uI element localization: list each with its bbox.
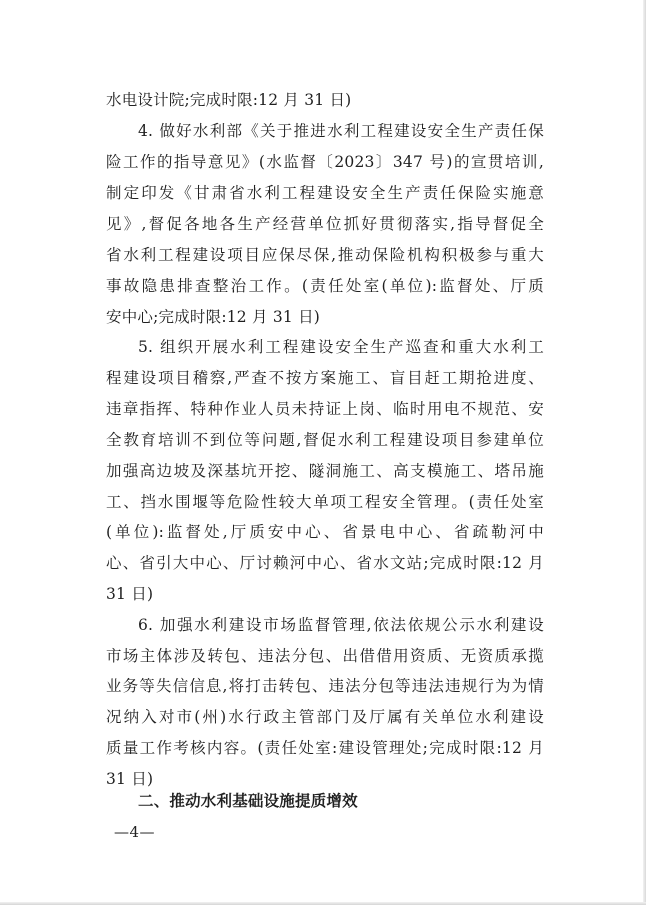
text-line: 加强高边坡及深基坑开挖、隧洞施工、高支模施工、塔吊施 [106,462,544,480]
text-line: 况纳入对市(州)水行政主管部门及厅属有关单位水利建设 [106,708,544,726]
text-line: 事故隐患排查整治工作。(责任处室(单位):监督处、厅质 [106,277,544,295]
text-line: 省水利工程建设项目应保尽保,推动保险机构积极参与重大 [106,246,544,264]
text-line: 险工作的指导意见》(水监督〔2023〕347 号)的宣贯培训, [106,153,544,171]
text-line: 程建设项目稽察,严查不按方案施工、盲目赶工期抢进度、 [106,369,544,387]
text-line: 违章指挥、特种作业人员未持证上岗、临时用电不规范、安 [106,400,544,418]
item-4-first-line: 4. 做好水利部《关于推进水利工程建设安全生产责任保 [138,122,544,140]
section-heading: 二、推动水利基础设施提质增效 [138,792,358,810]
text-line: 安中心;完成时限:12 月 31 日) [106,308,321,326]
text-line: 业务等失信信息,将打击转包、违法分包等违法违规行为为情 [106,677,544,695]
text-line: 水电设计院;完成时限:12 月 31 日) [106,91,352,109]
text-line: 质量工作考核内容。(责任处室:建设管理处;完成时限:12 月 [106,739,544,757]
text-line: 市场主体涉及转包、违法分包、出借借用资质、无资质承揽 [106,647,544,665]
text-line: 全教育培训不到位等问题,督促水利工程建设项目参建单位 [106,431,544,449]
text-line: (单位):监督处,厅质安中心、省景电中心、省疏勒河中 [106,523,544,541]
page-number: —4— [114,823,156,841]
text-line: 心、省引大中心、厅讨赖河中心、省水文站;完成时限:12 月 [106,554,544,572]
text-line: 见》,督促各地各生产经营单位抓好贯彻落实,指导督促全 [106,215,544,233]
text-line: 工、挡水围堰等危险性较大单项工程安全管理。(责任处室 [106,493,544,511]
text-line: 31 日) [106,585,154,603]
item-6-first-line: 6. 加强水利建设市场监督管理,依法依规公示水利建设 [138,616,544,634]
text-line: 31 日) [106,770,154,788]
item-5-first-line: 5. 组织开展水利工程建设安全生产巡查和重大水利工 [138,338,544,356]
text-line: 制定印发《甘肃省水利工程建设安全生产责任保险实施意 [106,184,544,202]
